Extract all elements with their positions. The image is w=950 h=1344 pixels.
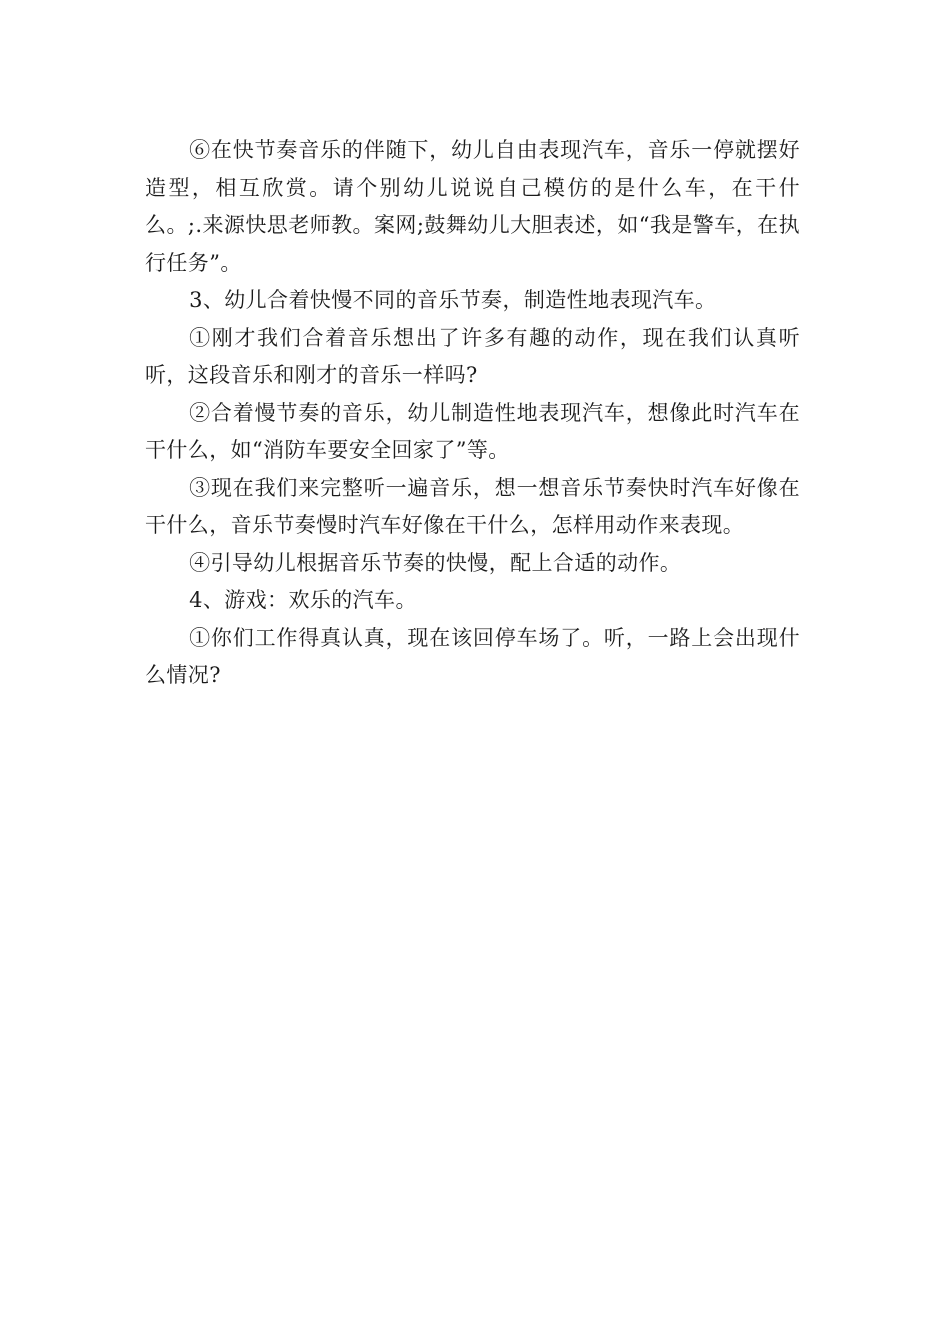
paragraph-step-3-heading: 3、幼儿合着快慢不同的音乐节奏，制造性地表现汽车。: [189, 288, 717, 312]
paragraph-full-listen: ③现在我们来完整听一遍音乐，想一想音乐节奏快时汽车好像在干什么，音乐节奏慢时汽车好像在干什么，怎样用动作来表现。: [145, 475, 800, 537]
paragraph-slow-rhythm: ②合着慢节奏的音乐，幼儿制造性地表现汽车，想像此时汽车在干什么，如“消防车要安全回家了”等。: [145, 400, 800, 462]
paragraph-parking-lot: ①你们工作得真认真，现在该回停车场了。听，一路上会出现什么情况?: [145, 625, 800, 687]
paragraph-step-4-heading: 4、游戏：欢乐的汽车。: [189, 588, 417, 612]
paragraph-listen-compare: ①刚才我们合着音乐想出了许多有趣的动作，现在我们认真听听，这段音乐和刚才的音乐一样吗?: [145, 325, 800, 387]
paragraph-free-expression: ⑥在快节奏音乐的伴随下，幼儿自由表现汽车，音乐一停就摆好造型，相互欣赏。请个别幼儿说说自己模仿的是什么车，在干什么。;.来源快思老师教。案网;鼓舞幼儿大胆表述，如“我是警车，在执行任务”。: [145, 138, 800, 275]
paragraph-guide-actions: ④引导幼儿根据音乐节奏的快慢，配上合适的动作。: [189, 550, 682, 575]
document-body: [145, 132, 800, 695]
